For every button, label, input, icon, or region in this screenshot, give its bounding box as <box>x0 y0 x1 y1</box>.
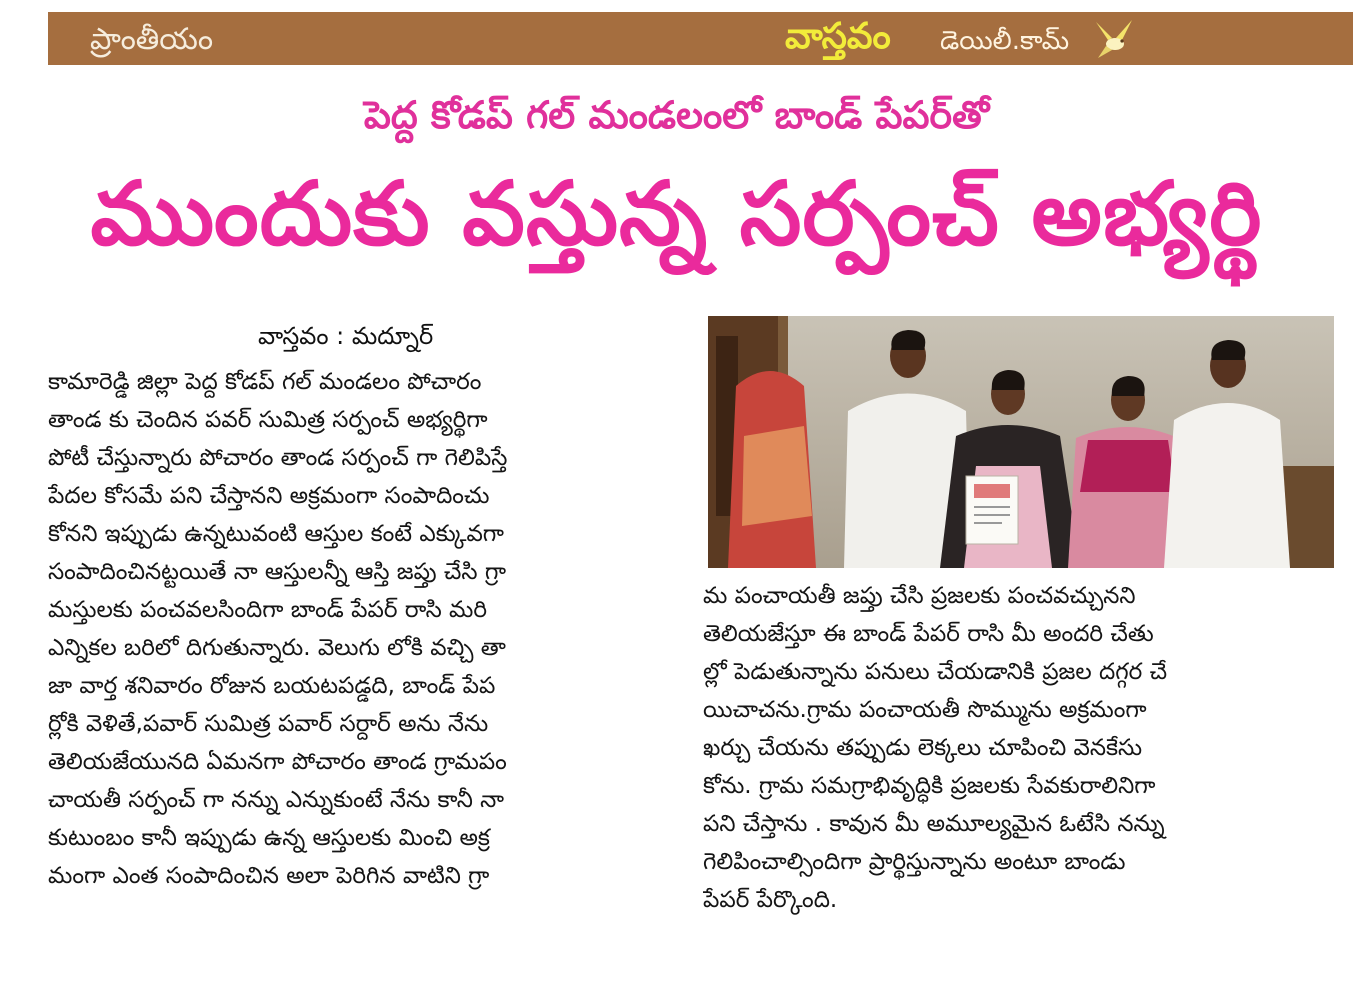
article-photo <box>708 316 1334 568</box>
body-line: ఖర్చు చేయను తప్పుడు లెక్కలు చూపించి వెనకేసు <box>703 735 1143 761</box>
body-line: మ పంచాయతీ జప్తు చేసి ప్రజలకు పంచవచ్చునని <box>703 583 1136 609</box>
body-line: గెలిపించాల్సిందిగా ప్రార్థిస్తున్నాను అంటూ బాండు <box>703 849 1126 875</box>
body-line: పని చేస్తాను . కావున మీ అమూల్యమైన ఓటేసి నన్ను <box>703 811 1165 837</box>
body-line: సంపాదించినట్టయితే నా ఆస్తులన్నీ ఆస్తి జప్తు చేసి గ్రా <box>48 559 507 585</box>
body-line: జా వార్త శనివారం రోజున బయటపడ్డది, బాండ్ పేప <box>48 673 496 699</box>
section-banner <box>48 12 1353 65</box>
body-line: మంగా ఎంత సంపాదించిన అలా పెరిగిన వాటిని గ్రా <box>48 863 490 889</box>
body-line: పేదల కోసమే పని చేస్తానని అక్రమంగా సంపాదించు <box>48 483 490 509</box>
body-line: ఎన్నికల బరిలో దిగుతున్నారు. వెలుగు లోకి వచ్చి తా <box>48 635 506 661</box>
body-line: తెలియజేయునది ఏమనగా పోచారం తాండ గ్రామపం <box>48 749 507 775</box>
body-line: మస్తులకు పంచవలసిందిగా బాండ్ పేపర్ రాసి మరి <box>48 597 488 623</box>
body-line: ర్లోకి వెళితే,పవార్ సుమిత్ర పవార్ సర్దార్ అను నేను <box>48 711 489 737</box>
brand-site: డెయిలీ.కామ్ <box>940 26 1070 56</box>
article-body-left <box>48 363 673 895</box>
subheadline: పెద్ద కోడప్ గల్ మండలంలో బాండ్ పేపర్‌తో <box>363 93 990 137</box>
brand-name: వాస్తవం <box>785 16 891 57</box>
body-line: తాండ కు చెందిన పవర్ సుమిత్ర సర్పంచ్ అభ్యర్థిగా <box>48 407 488 433</box>
body-line: పోటీ చేస్తున్నారు పోచారం తాండ సర్పంచ్ గా గెలిపిస్తే <box>48 445 508 471</box>
body-line: కోను. గ్రామ సమగ్రాభివృద్ధికి ప్రజలకు సేవకురాలినిగా <box>703 773 1156 799</box>
body-line: కోనని ఇప్పుడు ఉన్నటువంటి ఆస్తుల కంటే ఎక్కువగా <box>48 521 504 547</box>
headline: ముందుకు వస్తున్న సర్పంచ్ అభ్యర్థి <box>90 162 1263 265</box>
body-line: పేపర్ పేర్కొంది. <box>703 887 838 913</box>
body-line: కుటుంబం కానీ ఇప్పుడు ఉన్న ఆస్తులకు మించి అక్ర <box>48 825 490 851</box>
section-name: ప్రాంతీయం <box>90 22 214 57</box>
bird-logo-icon <box>1092 16 1138 62</box>
body-line: యిచాచను.గ్రామ పంచాయతీ సొమ్మును అక్రమంగా <box>703 697 1147 723</box>
body-line: కామారెడ్డి జిల్లా పెద్ద కోడప్ గల్ మండలం పోచారం <box>48 369 482 395</box>
body-line: చాయతీ సర్పంచ్ గా నన్ను ఎన్నుకుంటే నేను కానీ నా <box>48 787 505 813</box>
body-line: ల్లో పెడుతున్నాను పనులు చేయడానికి ప్రజల దగ్గర చే <box>703 659 1168 685</box>
dateline: వాస్తవం : మద్నూర్ <box>258 322 434 350</box>
article-body-right <box>703 577 1333 919</box>
body-line: తెలియజేస్తూ ఈ బాండ్ పేపర్ రాసి మీ అందరి చేతు <box>703 621 1154 647</box>
